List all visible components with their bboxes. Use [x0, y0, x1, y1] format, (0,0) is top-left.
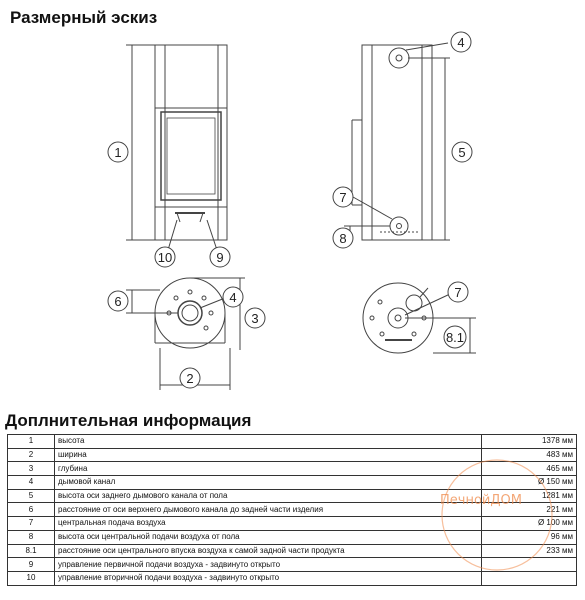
callout-4-top	[223, 287, 243, 307]
cell-num: 2	[8, 448, 55, 462]
cell-value: Ø 150 мм	[482, 476, 577, 490]
cell-desc: глубина	[55, 462, 482, 476]
cell-desc: высота оси центральной подачи воздуха от пола	[55, 530, 482, 544]
cell-desc: расстояние оси центрального впуска воздуха к самой задной части продукта	[55, 544, 482, 558]
cell-desc: управление вторичной подачи воздуха - задвинуто открыто	[55, 571, 482, 585]
svg-text:4: 4	[457, 35, 465, 50]
cell-value: 96 мм	[482, 530, 577, 544]
cell-desc: расстояние от оси верхнего дымового канала до задней части изделия	[55, 503, 482, 517]
table-row	[8, 435, 577, 449]
svg-text:7: 7	[454, 285, 462, 300]
cell-num: 5	[8, 489, 55, 503]
cell-value: 233 мм	[482, 544, 577, 558]
callout-9	[210, 247, 230, 267]
cell-desc: центральная подача воздуха	[55, 517, 482, 531]
callout-5	[452, 142, 472, 162]
cell-value: Ø 100 мм	[482, 517, 577, 531]
cell-value: 483 мм	[482, 448, 577, 462]
watermark-text: ПечнойДОМ	[440, 493, 522, 508]
callout-1	[108, 142, 128, 162]
svg-text:10: 10	[157, 250, 173, 265]
dimension-sketch	[0, 25, 585, 405]
svg-text:8.1: 8.1	[445, 330, 465, 345]
cell-num: 1	[8, 435, 55, 449]
specs-table	[7, 434, 577, 586]
cell-desc: высота	[55, 435, 482, 449]
cell-num: 3	[8, 462, 55, 476]
cell-desc: дымовой канал	[55, 476, 482, 490]
cell-value	[482, 558, 577, 572]
callout-8-1	[444, 326, 466, 348]
cell-value: 221 мм	[482, 503, 577, 517]
table-row	[8, 476, 577, 490]
callout-3	[245, 308, 265, 328]
callout-10	[155, 247, 175, 267]
table-row	[8, 462, 577, 476]
cell-value: 1378 мм	[482, 435, 577, 449]
cell-desc: управление первичной подачи воздуха - задвинуто открыто	[55, 558, 482, 572]
cell-num: 8	[8, 530, 55, 544]
table-row	[8, 544, 577, 558]
cell-num: 9	[8, 558, 55, 572]
svg-text:8: 8	[339, 231, 347, 246]
table-row	[8, 530, 577, 544]
front-view	[126, 45, 227, 250]
cell-value	[482, 571, 577, 585]
callout-8	[333, 228, 353, 248]
cell-value: 1281 мм	[482, 489, 577, 503]
table-row	[8, 558, 577, 572]
info-heading: Доплнительная информация	[5, 411, 252, 430]
callout-2	[180, 368, 200, 388]
cell-value: 465 мм	[482, 462, 577, 476]
callout-4-side	[451, 32, 471, 52]
svg-text:2: 2	[186, 371, 194, 386]
callout-7-top	[448, 282, 468, 302]
callout-6	[108, 291, 128, 311]
svg-text:4: 4	[229, 290, 237, 305]
sketch-heading: Размерный эскиз	[10, 8, 158, 27]
table-row	[8, 517, 577, 531]
cell-desc: высота оси заднего дымового канала от пола	[55, 489, 482, 503]
svg-text:1: 1	[114, 145, 122, 160]
side-view	[344, 43, 450, 240]
svg-text:3: 3	[251, 311, 259, 326]
callout-7-side	[333, 187, 353, 207]
svg-text:9: 9	[216, 250, 224, 265]
svg-text:5: 5	[458, 145, 466, 160]
table-row	[8, 448, 577, 462]
svg-text:7: 7	[339, 190, 347, 205]
cell-num: 8.1	[8, 544, 55, 558]
svg-text:6: 6	[114, 294, 122, 309]
cell-desc: ширина	[55, 448, 482, 462]
cell-num: 10	[8, 571, 55, 585]
cell-num: 4	[8, 476, 55, 490]
cell-num: 7	[8, 517, 55, 531]
table-row	[8, 571, 577, 585]
cell-num: 6	[8, 503, 55, 517]
